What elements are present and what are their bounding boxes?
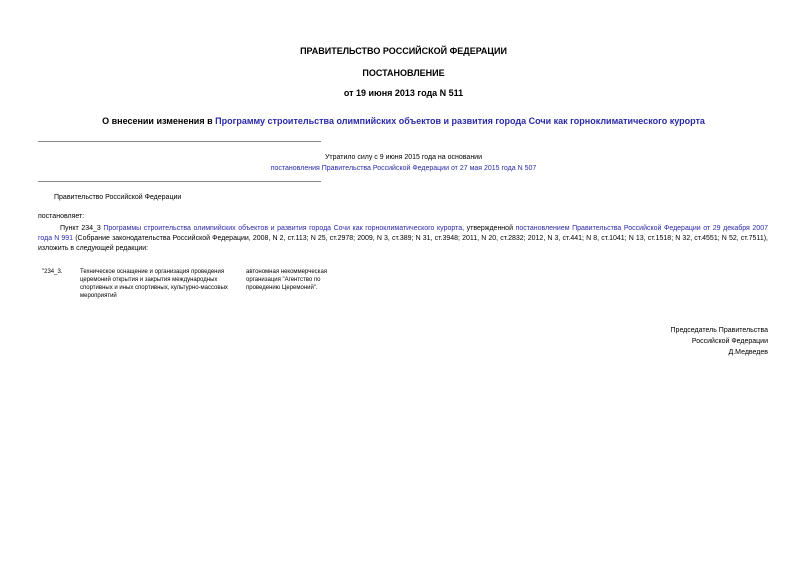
- document-date-number: от 19 июня 2013 года N 511: [343, 88, 464, 98]
- program-title-link[interactable]: Программу строительства олимпийских объектов и развития города Сочи как горноклиматического курорта: [215, 116, 705, 126]
- government-line: Правительство Российской Федерации: [54, 194, 182, 201]
- main-paragraph: [38, 224, 768, 254]
- signature-position-1: Председатель Правительства: [670, 327, 768, 334]
- title-prefix: О внесении изменения в: [102, 116, 216, 126]
- signature-block: [671, 325, 768, 358]
- decrees-line: постановляет:: [38, 213, 85, 220]
- table-item-organization: автономная некоммерческая организация "Агентство по проведению Церемоний".: [246, 269, 328, 291]
- para-end: (Собрание законодательства Российской Федерации, 2008, N 2, ст.113; N 25, ст.2978; 2009, N 3, ст.389; N 31, ст.3948; 2011, N 20, ст.2832; 2012, N 3, ст.441; N 8, ст.1041; N 13, ст.1518; N 32, ст.4551; N 52, ст.7511), изложить в следующей редакции:: [38, 235, 768, 252]
- status-divider-bottom: [38, 181, 321, 182]
- status-text: Утратило силу с 9 июня 2015 года на основании: [324, 154, 483, 161]
- table-item-description: Техническое оснащение и организация проведения церемоний открытия и закрытия международных спортивных и иных спортивных, культурно-массовых мероприятий: [80, 269, 228, 299]
- government-heading: ПРАВИТЕЛЬСТВО РОССИЙСКОЙ ФЕДЕРАЦИИ: [300, 46, 507, 56]
- document-title: [0, 116, 807, 126]
- document-type: ПОСТАНОВЛЕНИЕ: [362, 68, 445, 78]
- signature-name: Д.Медведев: [728, 349, 768, 356]
- signature-position-2: Российской Федерации: [691, 338, 768, 345]
- status-decree-link[interactable]: постановления Правительства Российской Федерации от 27 мая 2015 года N 507: [270, 165, 537, 172]
- program-link[interactable]: Программы строительства олимпийских объектов и развития города Сочи как горноклиматического курорта: [103, 225, 463, 232]
- table-item-number: "234_3.: [42, 269, 63, 275]
- para-start: Пункт 234_3: [60, 225, 104, 232]
- status-divider-top: [38, 141, 321, 142]
- para-mid: , утвержденной: [462, 225, 516, 232]
- decree-991-link[interactable]: постановлением Правительства Российской Федерации от 29 декабря 2007 года N 991: [38, 225, 768, 242]
